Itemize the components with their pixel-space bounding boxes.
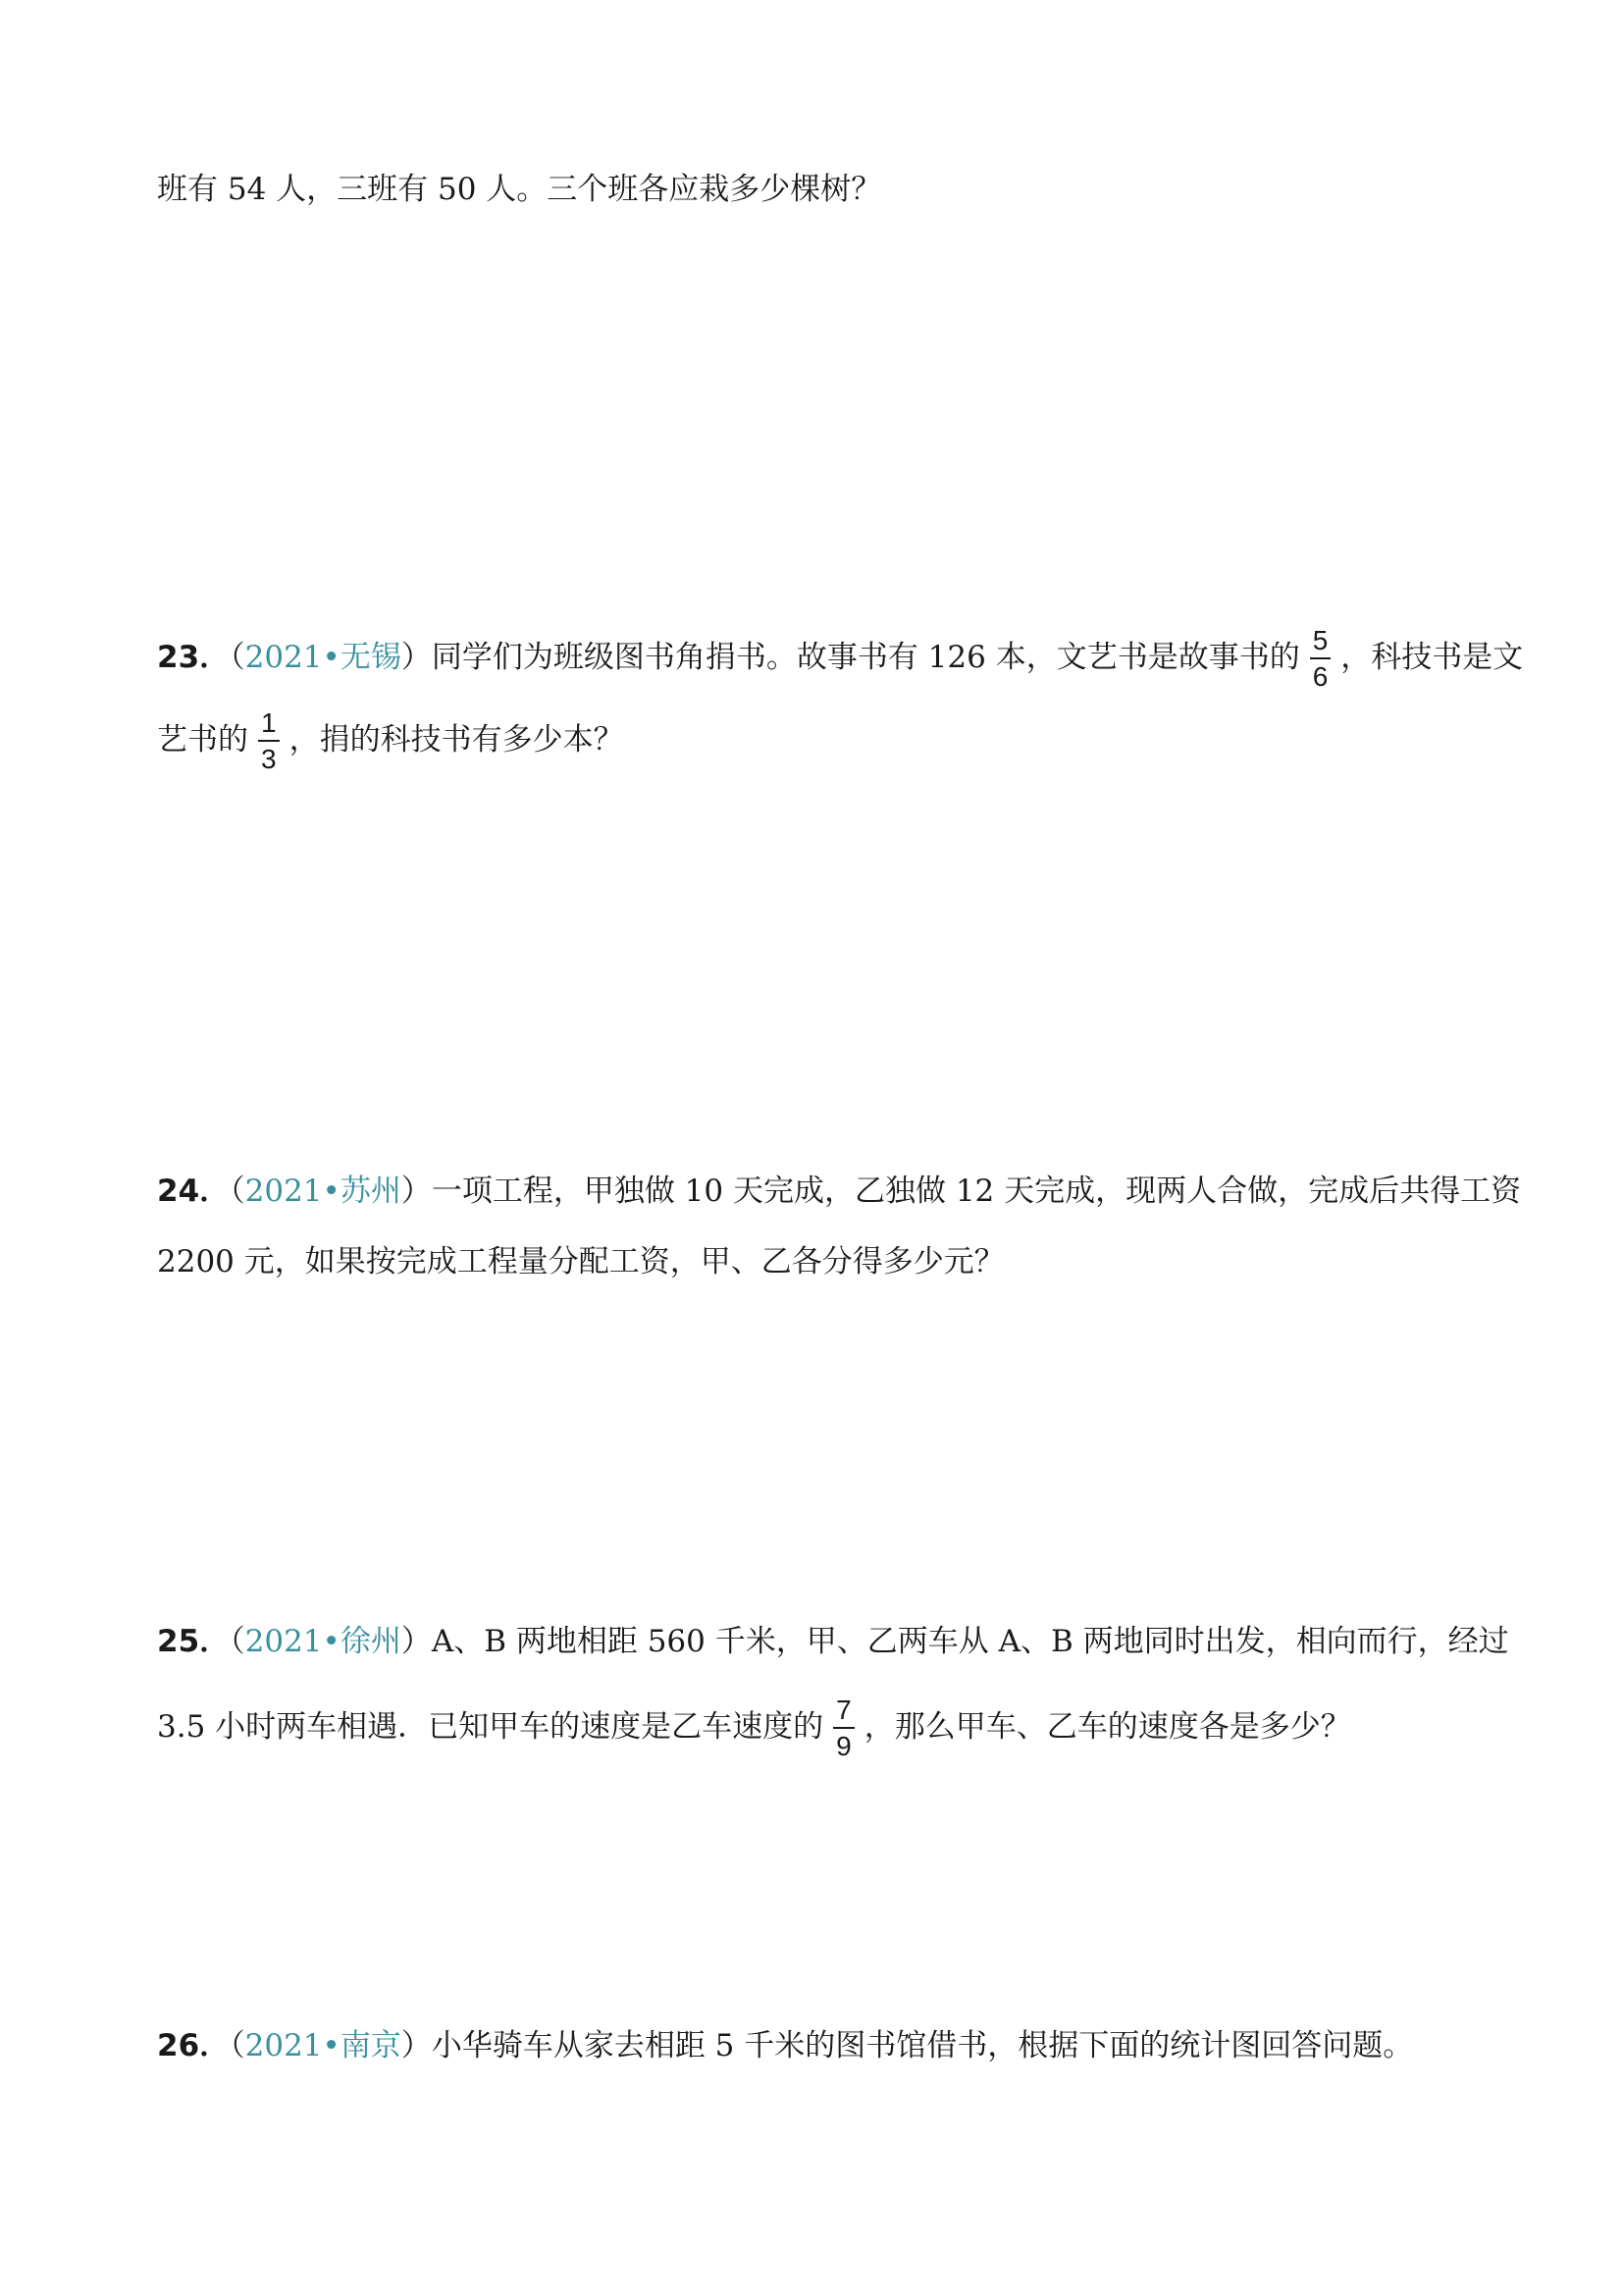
q24-paren-open: （ (230, 1174, 245, 1209)
q26-line1 (157, 2028, 1414, 2063)
q23-fraction-1-denominator: 6 (1312, 661, 1329, 693)
q26-paren-open: （ (230, 2028, 245, 2063)
q24-year: 2021• (244, 1174, 340, 1209)
q26-paren-close: ） (400, 2028, 432, 2063)
q23-paren-close: ） (400, 639, 432, 675)
q22-text: 班有 54 人，三班有 50 人。三个班各应栽多少棵树？ (157, 172, 882, 207)
q24-line2 (157, 1244, 1005, 1279)
q24-number: 24． (157, 1174, 231, 1209)
q25-fraction-denominator: 9 (836, 1731, 852, 1762)
q24-text1: 一项工程，甲独做 10 天完成，乙独做 12 天完成，现两人合做，完成后共得工资 (431, 1174, 1522, 1209)
q25-text1: A、B 两地相距 560 千米，甲、乙两车从 A、B 两地同时出发，相向而行，经过 (431, 1624, 1509, 1659)
q23-fraction-2-denominator: 3 (261, 744, 277, 775)
q25-number: 25． (157, 1624, 231, 1659)
q23-line1 (157, 626, 1523, 692)
q25-paren-open: （ (230, 1624, 245, 1659)
q25-source: 徐州 (340, 1624, 401, 1659)
q25-text2: 3.5 小时两车相遇．已知甲车的速度是乙车速度的 (157, 1708, 824, 1745)
q26-number: 26． (157, 2028, 231, 2063)
q23-paren-open: （ (230, 639, 245, 675)
q24-line1 (157, 1176, 1521, 1207)
q25-text3: ，那么甲车、乙车的速度各是多少？ (864, 1708, 1351, 1745)
q23-text1: 同学们为班级图书角捐书。故事书有 126 本，文艺书是故事书的 (431, 639, 1300, 675)
q25-line1 (157, 1624, 1509, 1659)
q23-text4: ，捐的科技书有多少本？ (288, 721, 624, 757)
q25-fraction-numerator: 7 (833, 1696, 855, 1729)
q23-fraction-1 (1310, 626, 1332, 692)
q23-source: 无锡 (340, 639, 401, 675)
q23-fraction-1-numerator: 5 (1310, 626, 1332, 659)
q23-year: 2021• (244, 639, 340, 675)
q24-text2: 2200 元，如果按完成工程量分配工资，甲、乙各分得多少元？ (157, 1244, 1005, 1279)
q25-fraction (833, 1696, 855, 1761)
q23-text3: 艺书的 (157, 721, 248, 757)
q24-paren-close: ） (400, 1174, 432, 1209)
q23-line2 (157, 708, 624, 774)
q23-fraction-2 (258, 708, 280, 774)
q25-year: 2021• (244, 1624, 340, 1659)
q26-source: 南京 (340, 2028, 401, 2063)
q25-line2 (157, 1696, 1351, 1761)
q26-year: 2021• (244, 2028, 340, 2063)
q25-paren-close: ） (400, 1624, 432, 1659)
q24-source: 苏州 (340, 1174, 401, 1209)
q26-text1: 小华骑车从家去相距 5 千米的图书馆借书，根据下面的统计图回答问题。 (431, 2028, 1414, 2063)
q23-text2: ，科技书是文 (1340, 639, 1524, 675)
q23-number: 23． (157, 639, 231, 675)
q23-fraction-2-numerator: 1 (258, 708, 280, 742)
q22-continuation (157, 172, 882, 207)
